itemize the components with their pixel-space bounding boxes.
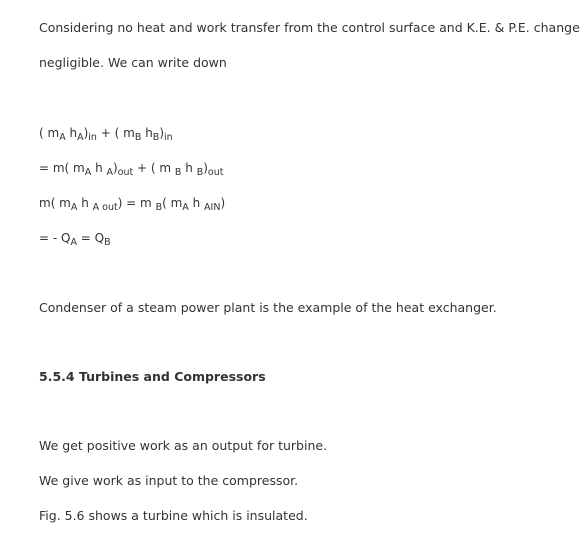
equation-4: = - $Q_A = Q_B$ bbox=[39, 231, 111, 248]
body-line-2: We give work as input to the compressor. bbox=[39, 473, 299, 488]
equation-3: m( $m_A$ h $_{A out}$) = m $_B$( $m_A$ h $_{AIN}$) bbox=[39, 196, 226, 213]
condenser-paragraph: Condenser of a steam power plant is the example of the heat exchanger. bbox=[39, 300, 497, 315]
section-heading: 5.5.4 Turbines and Compressors bbox=[39, 369, 266, 384]
intro-line-1: Considering no heat and work transfer from the control surface and K.E. & P.E. change bbox=[39, 20, 580, 35]
body-line-3: Fig. 5.6 shows a turbine which is insulated. bbox=[39, 508, 308, 523]
equation-2: = m( $m_A$ h $_A)_{out}$ + ( m $_B$ h $_B)_{out}$ bbox=[39, 161, 224, 178]
body-line-1: We get positive work as an output for turbine. bbox=[39, 438, 328, 453]
equation-1: ( $m_A$ $h_A)_{in}$ + ( $m_B$ $h_B)_{in}$ bbox=[39, 126, 173, 143]
intro-line-2: negligible. We can write down bbox=[39, 55, 227, 70]
